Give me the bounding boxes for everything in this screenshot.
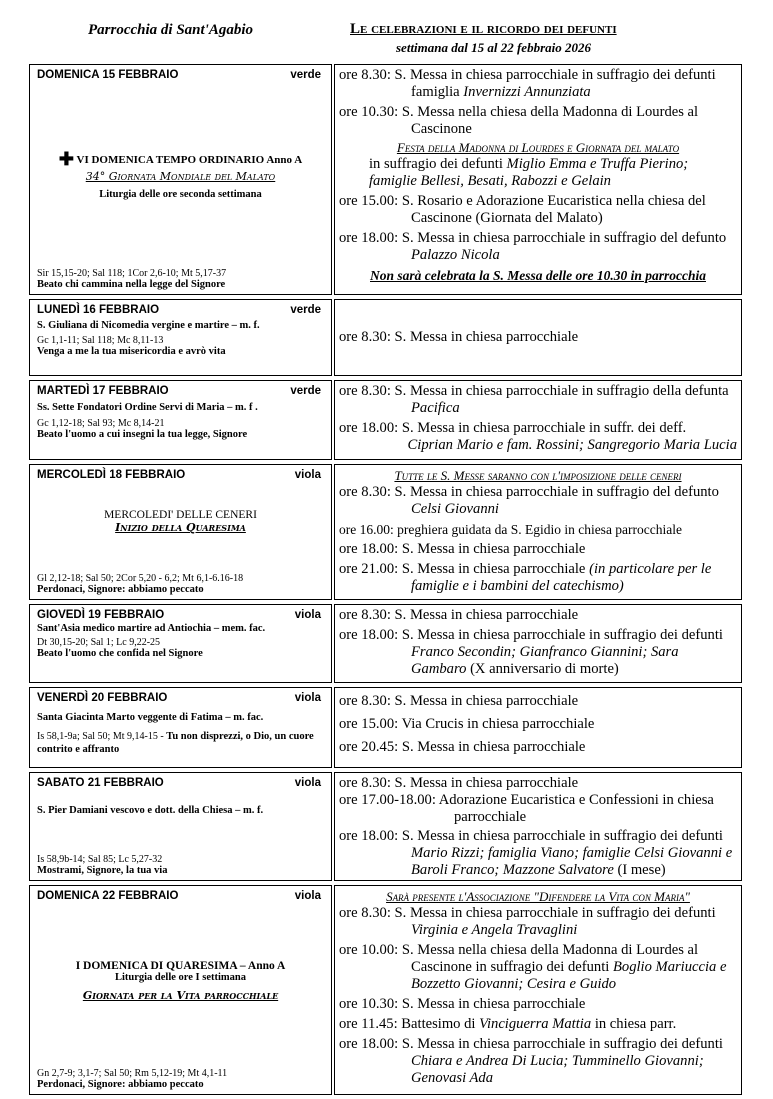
event-time: ore 15.00: [339,193,399,209]
event-text: S. Messa nella chiesa della Madonna di Lourdes al Cascinone [401,104,699,137]
readings: Sir 15,15-20; Sal 118; 1Cor 2,6-10; Mt 5,17-37 [37,268,227,279]
feast-title: I DOMENICA DI QUARESIMA – Anno A [75,960,286,972]
liturgical-color: viola [294,469,321,481]
antiphon: Tu non disprezzi, o Dio, un cuore contrito e affranto [37,731,314,755]
day-label: GIOVEDÌ 19 FEBBRAIO [37,609,165,621]
event-time: ore 18.00: [339,1036,399,1052]
event-time: ore 8.30: [339,693,391,709]
events [334,604,742,683]
saint-of-day: Ss. Sette Fondatori Ordine Servi di Maria – m. f . [37,402,258,413]
event-time: ore 16.00: [339,522,394,537]
event-names: Miglio Emma e Truffa Pierino; famiglie Bellesi, Besati, Rabozzi e Gelain [369,156,689,189]
event-text: S. Messa nella chiesa della Madonna di Lourdes al Cascinone in suffragio dei defunti [401,942,699,975]
antiphon: Beato chi cammina nella legge del Signore [37,279,226,290]
event-text: S. Messa in chiesa parrocchiale in suffragio del defunto [401,230,727,246]
event-text: Via Crucis in chiesa parrocchiale [401,716,595,732]
event-names: Vinciguerra Mattia [479,1016,592,1032]
antiphon: Perdonaci, Signore: abbiamo peccato [37,584,204,595]
saint-of-day: S. Giuliana di Nicomedia vergine e martire – m. f. [37,320,260,331]
antiphon: Perdonaci, Signore: abbiamo peccato [37,1079,204,1090]
day-info [29,464,332,600]
cross-icon: ✚ [58,149,74,169]
event-text: S. Rosario e Adorazione Eucaristica nella chiesa del Cascinone (Giornata del Malato) [401,193,706,226]
day-row [29,885,742,1095]
day-label: MARTEDÌ 17 FEBBRAIO [37,385,169,397]
event-text: in chiesa parr. [594,1016,677,1032]
liturgy-hours: Liturgia delle ore I settimana [114,972,247,983]
event-time: ore 10.00: [339,942,399,958]
day-label: MERCOLEDÌ 18 FEBBRAIO [37,469,186,481]
event-time: ore 17.00-18.00: [339,792,436,808]
event-time: ore 8.30: [339,607,391,623]
event-names: Chiara e Andrea Di Lucia; Tumminello Giovanni; Genovasi Ada [411,1053,704,1086]
event-time: ore 18.00: [339,541,399,557]
parish-name: Parrocchia di Sant'Agabio [88,22,254,38]
saint-of-day: Santa Giacinta Marto veggente di Fatima – m. fac. [37,712,264,723]
event-time: ore 10.30: [339,996,399,1012]
event-note: Tutte le S. Messe saranno con l'imposizione delle ceneri [394,468,682,483]
events [334,772,742,881]
event-text: S. Messa in chiesa parrocchiale in suffragio del defunto [394,484,719,500]
events [334,885,742,1095]
event-time: ore 8.30: [339,775,391,791]
day-label: VENERDÌ 20 FEBBRAIO [37,692,168,704]
readings: Gn 2,7-9; 3,1-7; Sal 50; Rm 5,12-19; Mt 4,1-11 [37,1068,228,1079]
event-time: ore 20.45: [339,739,399,755]
event-text: S. Messa in chiesa parrocchiale [401,541,586,557]
warning-note: Non sarà celebrata la S. Messa delle ore 10.30 in parrocchia [370,268,706,283]
event-time: ore 8.30: [339,484,391,500]
readings: Gl 2,12-18; Sal 50; 2Cor 5,20 - 6,2; Mt 6,1-6.16-18 [37,573,244,584]
event-text: (X anniversario di morte) [470,661,619,677]
day-info [29,380,332,460]
day-label: DOMENICA 15 FEBBRAIO [37,69,179,81]
event-time: ore 10.30: [339,104,399,120]
liturgical-color: viola [294,777,321,789]
event-names: Ciprian Mario e fam. Rossini; Sangregorio Maria Lucia [407,437,737,453]
event-time: ore 18.00: [339,230,399,246]
event-text: S. Messa in chiesa parrocchiale in suffragio dei defunti [394,905,716,921]
event-time: ore 11.45: [339,1016,398,1032]
day-info [29,604,332,683]
event-note: Festa della Madonna di Lourdes e Giornata del malato [396,140,680,155]
event-text: S. Messa in chiesa parrocchiale [394,693,579,709]
day-label: LUNEDÌ 16 FEBBRAIO [37,304,160,316]
feast-title: VI DOMENICA TEMPO ORDINARIO Anno A [76,154,303,166]
event-text: S. Messa in chiesa parrocchiale in suffragio dei defunti [401,828,723,844]
week-range: settimana dal 15 al 22 febbraio 2026 [396,40,591,55]
event-text: S. Messa in chiesa parrocchiale in suffr. dei deff. [401,420,687,436]
day-row [29,380,742,460]
event-names: Boglio Mariuccia e Bozzetto Giovanni; Cesira e Guido [411,959,727,992]
readings: Is 58,1-9a; Sal 50; Mt 9,14-15 - [37,731,164,742]
events [334,380,742,460]
readings: Dt 30,15-20; Sal 1; Lc 9,22-25 [37,637,161,648]
day-info [29,687,332,768]
liturgical-color: verde [290,304,321,316]
events [334,687,742,768]
feast-title: MERCOLEDI' DELLE CENERI [104,509,257,521]
event-names: (in particolare per le famiglie e i bambini del catechismo) [411,561,712,594]
event-text: in suffragio dei defunti [369,156,503,172]
liturgical-color: viola [294,692,321,704]
day-row [29,64,742,295]
event-time: ore 8.30: [339,67,391,83]
liturgical-color: viola [294,890,321,902]
event-names: Franco Secondin; Gianfranco Giannini; Sara Gambaro [411,644,679,677]
liturgical-color: verde [290,385,321,397]
event-text: S. Messa in chiesa parrocchiale [401,996,586,1012]
event-names: Invernizzi Annunziata [463,84,591,100]
day-info [29,885,332,1095]
event-time: ore 8.30: [339,329,391,345]
saint-of-day: S. Pier Damiani vescovo e dott. della Chiesa – m. f. [37,805,264,816]
event-names: Celsi Giovanni [411,501,499,517]
readings: Is 58,9b-14; Sal 85; Lc 5,27-32 [37,854,163,865]
readings: Gc 1,1-11; Sal 118; Mc 8,11-13 [37,335,164,346]
event-text: Battesimo di [401,1016,476,1032]
antiphon: Mostrami, Signore, la tua via [37,865,168,876]
events [334,299,742,376]
document-title: Le celebrazioni e il ricordo dei defunti [350,21,617,37]
event-text: Adorazione Eucaristica e Confessioni in chiesa parrocchiale [438,792,714,825]
event-text: (I mese) [617,862,666,878]
event-text: S. Messa in chiesa parrocchiale [394,329,579,345]
event-text: S. Messa in chiesa parrocchiale [394,607,579,623]
feast-subtitle: Inizio della Quaresima [115,521,246,534]
day-row [29,772,742,881]
event-names: Pacifica [411,400,460,416]
day-info [29,299,332,376]
event-text: S. Messa in chiesa parrocchiale [401,561,586,577]
day-label: SABATO 21 FEBBRAIO [37,777,164,789]
event-names: Virginia e Angela Travaglini [411,922,578,938]
day-row [29,687,742,768]
event-names: Palazzo Nicola [411,247,500,263]
liturgy-hours: Liturgia delle ore seconda settimana [99,189,262,200]
event-time: ore 21.00: [339,561,399,577]
antiphon: Beato l'uomo a cui insegni la tua legge, Signore [37,429,248,440]
schedule-grid [29,64,742,1099]
event-text: preghiera guidata da S. Egidio in chiesa parrocchiale [397,522,683,537]
events [334,64,742,295]
event-text: S. Messa in chiesa parrocchiale in suffragio dei defunti [401,627,723,643]
saint-of-day: Sant'Asia medico martire ad Antiochia – mem. fac. [37,623,266,634]
event-time: ore 18.00: [339,828,399,844]
day-row [29,464,742,600]
readings: Gc 1,12-18; Sal 93; Mc 8,14-21 [37,418,165,429]
feast-subtitle: Giornata per la Vita parrocchiale [82,989,279,1002]
liturgical-color: viola [294,609,321,621]
liturgical-color: verde [290,69,321,81]
events [334,464,742,600]
event-text: S. Messa in chiesa parrocchiale in suffragio dei defunti [401,1036,723,1052]
event-time: ore 15.00: [339,716,399,732]
feast-subtitle: 34° Giornata Mondiale del Malato [85,170,276,183]
day-info [29,772,332,881]
event-text: S. Messa in chiesa parrocchiale [401,739,586,755]
event-time: ore 8.30: [339,905,391,921]
event-text: S. Messa in chiesa parrocchiale in suffragio dei defunti famiglia [394,67,716,100]
day-row [29,604,742,683]
event-text: S. Messa in chiesa parrocchiale [394,775,579,791]
day-info [29,64,332,295]
event-names: Mario Rizzi; famiglia Viano; famiglie Celsi Giovanni e Baroli Franco; Mazzone Salvatore [411,845,733,878]
event-time: ore 8.30: [339,383,391,399]
event-note: Sarà presente l'Associazione "Difendere la Vita con Maria" [386,889,690,904]
day-label: DOMENICA 22 FEBBRAIO [37,890,179,902]
day-row [29,299,742,376]
antiphon: Beato l'uomo che confida nel Signore [37,648,203,659]
event-text: S. Messa in chiesa parrocchiale in suffragio della defunta [394,383,729,399]
event-time: ore 18.00: [339,627,399,643]
antiphon: Venga a me la tua misericordia e avrò vita [37,346,226,357]
event-time: ore 18.00: [339,420,399,436]
